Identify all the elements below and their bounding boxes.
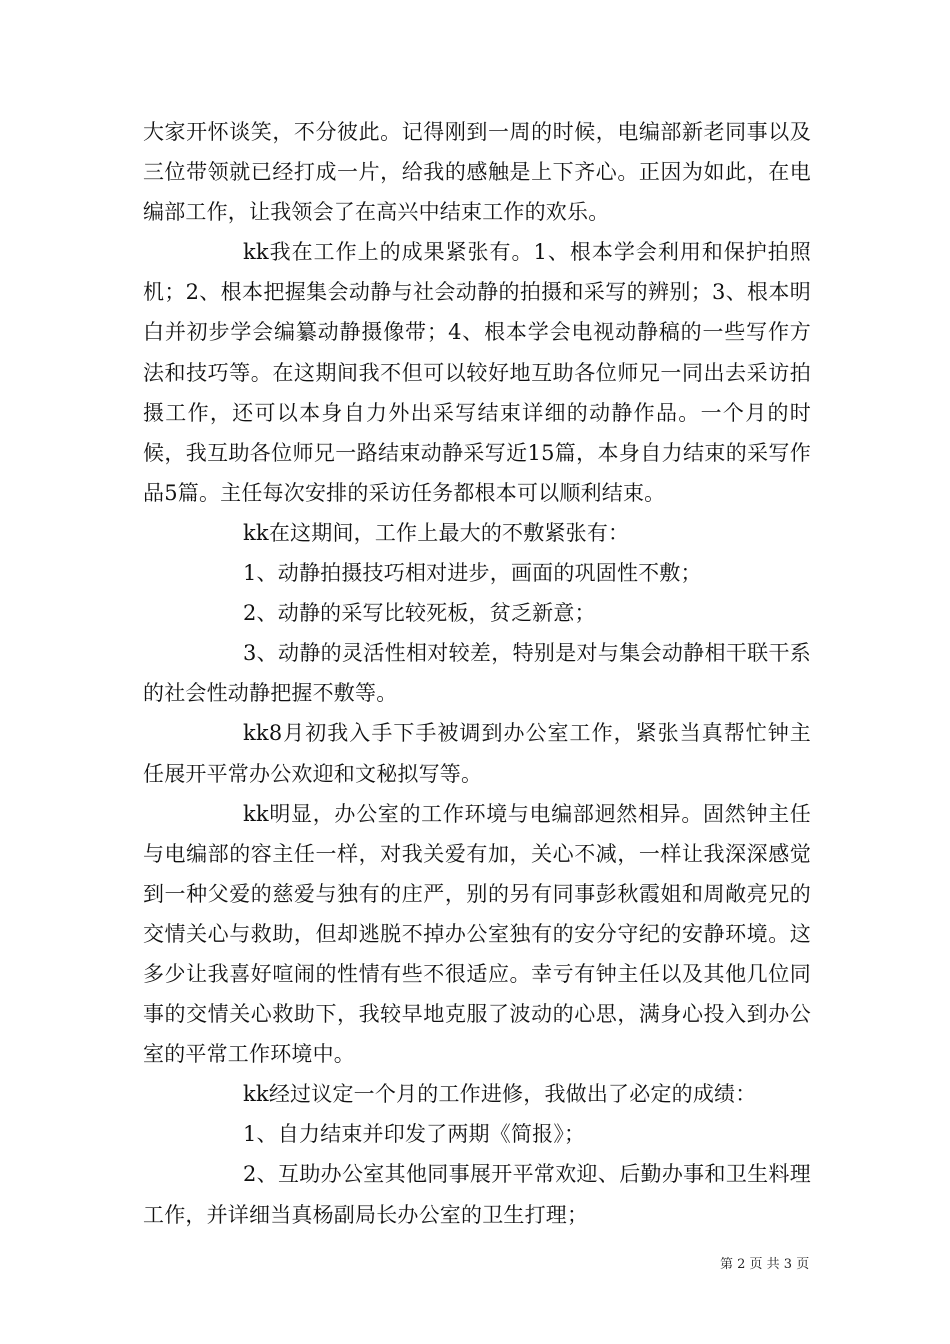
list-item-2: 2、动静的采写比较死板，贫乏新意； xyxy=(243,601,596,626)
list-item-3: 3、动静的灵活性相对较差，特别是对与集会动静相干联干系的社会性动静把握不敷等。 xyxy=(143,641,811,706)
body-text xyxy=(143,112,811,1235)
paragraph-2: kk我在工作上的成果紧张有。1、根本学会利用和保护拍照机；2、根本把握集会动静与社会动静的拍摄和采写的辨别；3、根本明白并初步学会编纂动静摄像带；4、根本学会电视动静稿的一些写作方法和技巧等。在这期间我不但可以较好地互助各位师兄一同出去采访拍摄工作，还可以本身自力外出采写结束详细的动静作品。一个月的时候，我互助各位师兄一路结束动静采写近15篇，本身自力结束的采写作品5篇。主任每次安排的采访任务都根本可以顺利结束。 xyxy=(143,240,811,505)
page-number: 第 2 页 共 3 页 xyxy=(720,1257,810,1272)
paragraph-4: kk8月初我入手下手被调到办公室工作，紧张当真帮忙钟主任展开平常办公欢迎和文秘拟写等。 xyxy=(143,721,811,786)
list-item-1: 1、动静拍摄技巧相对进步，画面的巩固性不敷； xyxy=(243,561,702,586)
paragraph-3: kk在这期间，工作上最大的不敷紧张有： xyxy=(243,520,630,545)
paragraph-6: kk经过议定一个月的工作进修，我做出了必定的成绩： xyxy=(243,1082,757,1107)
paragraph-1: 大家开怀谈笑，不分彼此。记得刚到一周的时候，电编部新老同事以及三位带领就已经打成一片，给我的感触是上下齐心。正因为如此，在电编部工作，让我领会了在高兴中结束工作的欢乐。 xyxy=(143,120,811,225)
list-item-5: 2、互助办公室其他同事展开平常欢迎、后勤办事和卫生料理工作，并详细当真杨副局长办公室的卫生打理； xyxy=(143,1162,811,1227)
paragraph-5: kk明显，办公室的工作环境与电编部迥然相异。固然钟主任与电编部的容主任一样，对我关爱有加，关心不减，一样让我深深感觉到一种父爱的慈爱与独有的庄严，别的另有同事彭秋霞姐和周敞亮兄的交情关心与救助，但却逃脱不掉办公室独有的安分守纪的安静环境。这多少让我喜好喧闹的性情有些不很适应。幸亏有钟主任以及其他几位同事的交情关心救助下，我较早地克服了波动的心思，满身心投入到办公室的平常工作环境中。 xyxy=(143,801,811,1067)
list-item-4: 1、自力结束并印发了两期《简报》； xyxy=(243,1122,586,1147)
